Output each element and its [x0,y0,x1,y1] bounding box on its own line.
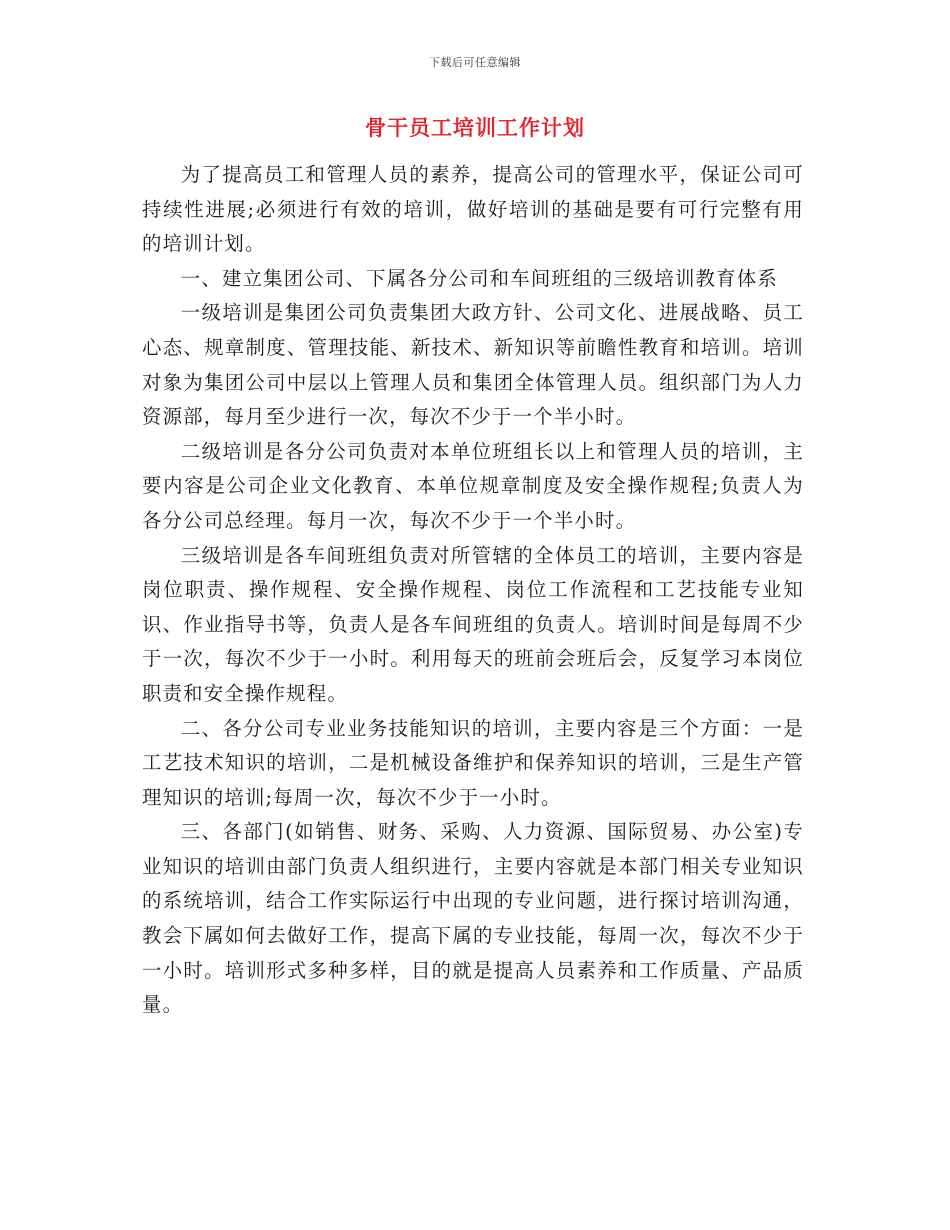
document-title: 骨干员工培训工作计划 [365,115,585,140]
header-note: 下载后可任意编辑 [429,56,521,69]
paragraph-section-3: 三、各部门(如销售、财务、采购、人力资源、国际贸易、办公室)专业知识的培训由部门负责人组织进行，主要内容就是本部门相关专业知识的系统培训，结合工作实际运行中出现的专业问题，进行探讨培训沟通，教会下属如何去做好工作，提高下属的专业技能，每周一次，每次不少于一小时。培训形式多种多样，目的就是提高人员素养和工作质量、产品质量。 [142,820,804,1017]
paragraph-section-2: 二、各分公司专业业务技能知识的培训，主要内容是三个方面：一是工艺技术知识的培训，二是机械设备维护和保养知识的培训，三是生产管理知识的培训;每周一次，每次不少于一小时。 [142,716,804,809]
paragraph-level-3-training: 三级培训是各车间班组负责对所管辖的全体员工的培训，主要内容是岗位职责、操作规程、安全操作规程、岗位工作流程和工艺技能专业知识、作业指导书等，负责人是各车间班组的负责人。培训时间是每周不少于一次，每次不少于一小时。利用每天的班前会班后会，反复学习本岗位职责和安全操作规程。 [142,543,804,705]
paragraph-section-1-heading: 一、建立集团公司、下属各分公司和车间班组的三级培训教育体系 [180,266,778,290]
paragraph-intro: 为了提高员工和管理人员的素养，提高公司的管理水平，保证公司可持续性进展;必须进行有效的培训，做好培训的基础是要有可行完整有用的培训计划。 [142,163,804,256]
paragraph-level-2-training: 二级培训是各分公司负责对本单位班组长以上和管理人员的培训，主要内容是公司企业文化教育、本单位规章制度及安全操作规程;负责人为各分公司总经理。每月一次，每次不少于一个半小时。 [142,439,804,532]
document-body [142,158,804,1023]
paragraph-level-1-training: 一级培训是集团公司负责集团大政方针、公司文化、进展战略、员工心态、规章制度、管理技能、新技术、新知识等前瞻性教育和培训。培训对象为集团公司中层以上管理人员和集团全体管理人员。组织部门为人力资源部，每月至少进行一次，每次不少于一个半小时。 [142,301,804,429]
